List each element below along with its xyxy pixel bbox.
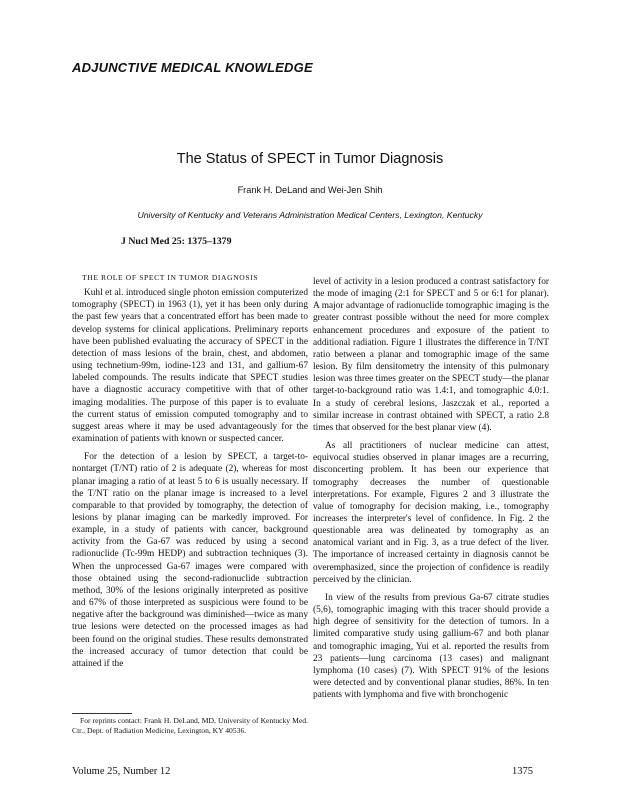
left-column [72,272,308,676]
paragraph: In view of the results from previous Ga-67 citrate studies (5,6), tomographic imaging with this tracer should provide a high degree of sensitivity for the detection of tumors. In a limited comparative study using gallium-67 and both planar and tomographic imaging, Yui et al. reported the results from 23 patients—lung carcinoma (13 cases) and malignant lymphoma (10 cases) (7). With SPECT 91% of the lesions were detected and by conventional planar studies, 86%. In ten patients with lymphoma and five with bronchogenic [313,592,549,701]
section-label: ADJUNCTIVE MEDICAL KNOWLEDGE [72,60,313,75]
author-list: Frank H. DeLand and Wei-Jen Shih [237,185,383,195]
affiliation: University of Kentucky and Veterans Administration Medical Centers, Lexington, Kentucky [137,210,483,220]
paragraph: Kuhl et al. introduced single photon emission computerized tomography (SPECT) in 1963 (1), yet it has been only during the past few years that a concentrated effort has been made to develop systems for clinical applications. Preliminary reports have been published evaluating the accuracy of SPECT in the detection of mass lesions of the brain, chest, and abdomen, using technetium-99m, iodine-123 and 131, and gallium-67 labeled compounds. The results indicate that SPECT studies have a diagnostic accuracy competitive with that of other imaging modalities. The purpose of this paper is to evaluate the current status of emission computed tomography and to suggest areas where it may be used advantageously for the examination of patients with known or suspected cancer. [72,288,308,445]
footnote-divider [72,713,132,714]
paragraph: For the detection of a lesion by SPECT, a target-to-nontarget (T/NT) ratio of 2 is adequate (2), whereas for most planar imaging a ratio of at least 5 to 6 is usually necessary. If the T/NT ratio on the planar image is increased to a level comparable to that provided by tomography, the detection of lesions by planar imaging can be markedly improved. For example, in a study of patients with cancer, background activity from the Ga-67 was reduced by using a second radionuclide (Tc-99m HEDP) and subtraction techniques (3). When the unprocessed Ga-67 images were compared with those obtained using the second-radionuclide subtraction method, 30% of the lesions originally interpreted as positive and 67% of those interpreted as suspicious were found to be negative after the background was diminished—twice as many true lesions were detected on the processed images as had been found on the original studies. These results demonstrated the increased accuracy of tumor detection that could be attained if the [72,452,308,669]
right-column [313,276,549,707]
volume-info: Volume 25, Number 12 [72,766,171,777]
page-number: 1375 [512,766,533,777]
reprint-footnote: For reprints contact: Frank H. DeLand, MD, University of Kentucky Med. Ctr., Dept. of Radiation Medicine, Lexington, KY 40536. [72,716,308,735]
paragraph: level of activity in a lesion produced a contrast satisfactory for the mode of imaging (2:1 for SPECT and 5 or 6:1 for planar). A major advantage of radionuclide tomographic imaging is the greater contrast possible without the need for more complex enhancement procedures and exposure of the patient to additional radiation. Figure 1 illustrates the difference in T/NT ratio between a planar and tomographic image of the same lesion. By film densitometry the intensity of this pulmonary lesion was three times greater on the SPECT study—the planar target-to-background ratio was 1.4:1, and tomographic 4.0:1. In a study of cerebral lesions, Jaszczak et al., reported a similar increase in contrast obtained with SPECT, a ratio 2.8 times that observed for the best planar view (4). [313,277,549,433]
article-title: The Status of SPECT in Tumor Diagnosis [176,151,444,167]
journal-citation: J Nucl Med 25: 1375–1379 [121,236,232,247]
section-heading: THE ROLE OF SPECT IN TUMOR DIAGNOSIS [82,273,259,282]
paragraph: As all practitioners of nuclear medicine can attest, equivocal studies observed in planar images are a recurring, disconcerting problem. It has been our experience that tomography decreases the number of questionable interpretations. For example, Figures 2 and 3 illustrate the value of tomography for decision making, i.e., tomography increases the interpreter's level of confidence. In Fig. 2 the questionable area was delineated by tomography as an anatomical variant and in Fig. 3, as a true defect of the liver. The importance of increased certainty in diagnosis cannot be overemphasized, since the projection of confidence is readily perceived by the clinician. [313,441,549,585]
